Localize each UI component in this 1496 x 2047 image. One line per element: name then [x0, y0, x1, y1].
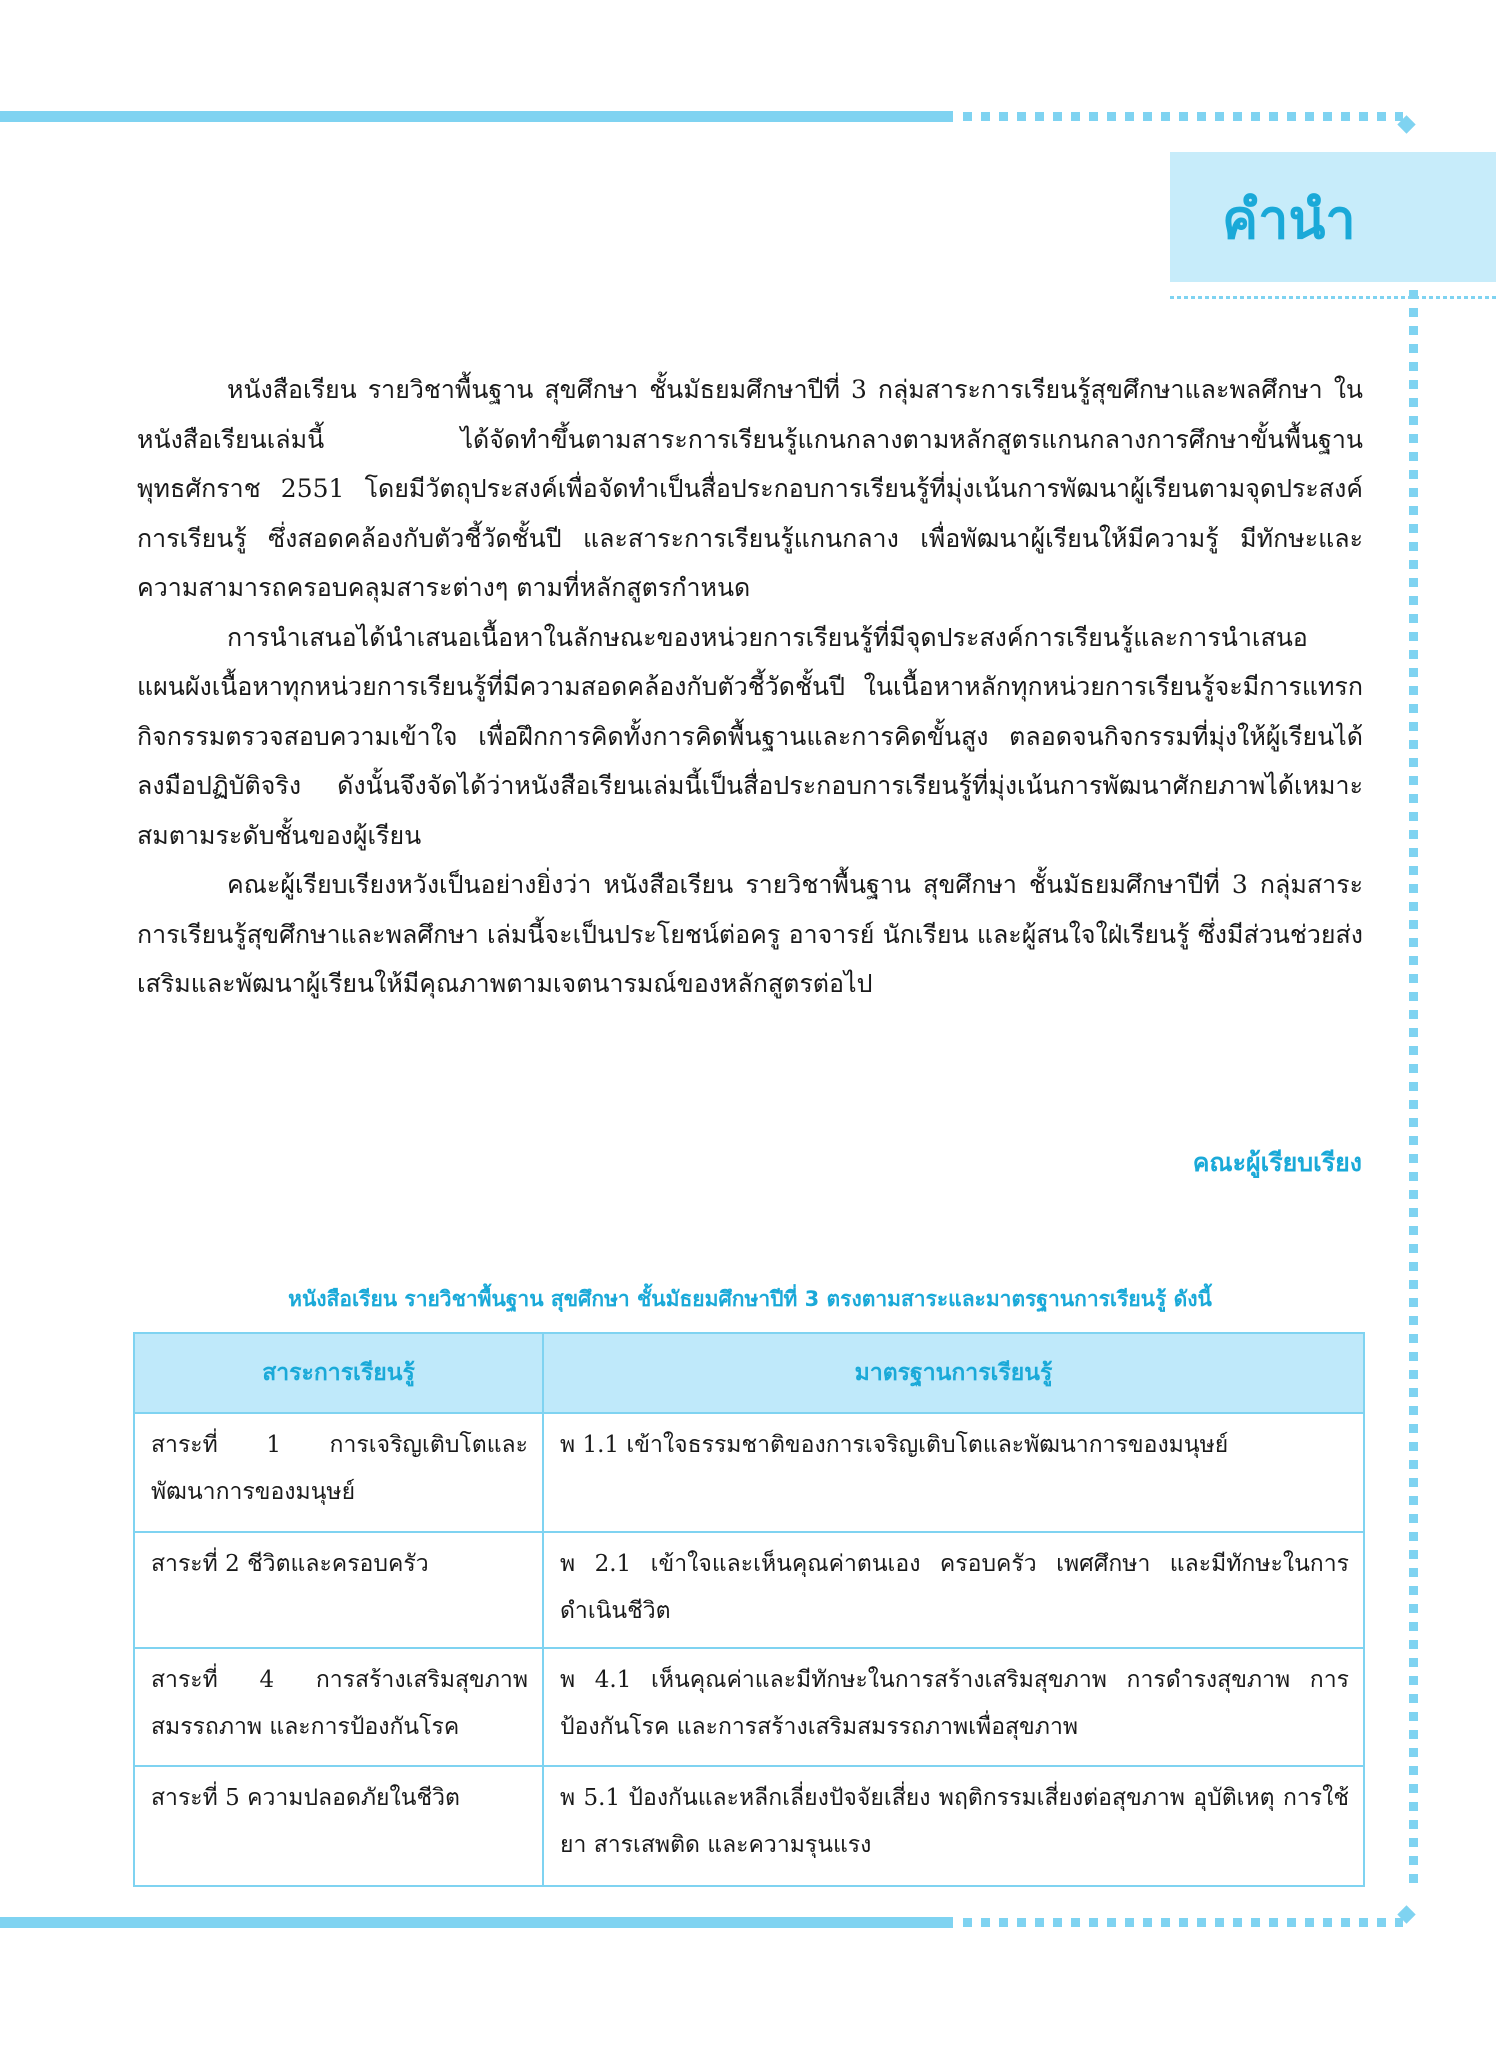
standard-cell: พ 4.1 เห็นคุณค่าและมีทักษะในการสร้างเสริมสุขภาพ การดำรงสุขภาพ การป้องกันโรค และการสร้างเสริมสมรรถภาพเพื่อสุขภาพ	[543, 1648, 1364, 1766]
bottom-frame-bar	[0, 1917, 953, 1928]
signature: คณะผู้เรียบเรียง	[1192, 1148, 1362, 1177]
strand-cell: สาระที่ 1 การเจริญเติบโตและพัฒนาการของมนุษย์	[134, 1413, 543, 1532]
header-strand: สาระการเรียนรู้	[134, 1333, 543, 1413]
bottom-frame-dots	[963, 1918, 1403, 1927]
strand-cell: สาระที่ 4 การสร้างเสริมสุขภาพ สมรรถภาพ และการป้องกันโรค	[134, 1648, 543, 1766]
standard-cell: พ 1.1 เข้าใจธรรมชาติของการเจริญเติบโตและพัฒนาการของมนุษย์	[543, 1413, 1364, 1532]
strand-cell: สาระที่ 5 ความปลอดภัยในชีวิต	[134, 1766, 543, 1886]
header-standard: มาตรฐานการเรียนรู้	[543, 1333, 1364, 1413]
title-underline-dots	[1170, 296, 1496, 299]
top-frame-bar	[0, 111, 953, 122]
standard-cell: พ 5.1 ป้องกันและหลีกเลี่ยงปัจจัยเสี่ยง พฤติกรรมเสี่ยงต่อสุขภาพ อุบัติเหตุ การใช้ยา สารเสพติด และความรุนแรง	[543, 1766, 1364, 1886]
strand-cell: สาระที่ 2 ชีวิตและครอบครัว	[134, 1532, 543, 1648]
preface-body	[137, 365, 1363, 1009]
top-frame-dots	[963, 112, 1403, 121]
table-row	[134, 1413, 1364, 1532]
page-title: คำนำ	[1222, 188, 1356, 251]
table-row	[134, 1532, 1364, 1648]
paragraph-2: การนำเสนอได้นำเสนอเนื้อหาในลักษณะของหน่วยการเรียนรู้ที่มีจุดประสงค์การเรียนรู้และการนำเสนอแผนผังเนื้อหาทุกหน่วยการเรียนรู้ที่มีความสอดคล้องกับตัวชี้วัดชั้นปี ในเนื้อหาหลักทุกหน่วยการเรียนรู้จะมีการแทรกกิจกรรมตรวจสอบความเข้าใจ เพื่อฝึกการคิดทั้งการคิดพื้นฐานและการคิดขั้นสูง ตลอดจนกิจกรรมที่มุ่งให้ผู้เรียนได้ลงมือปฏิบัติจริง ดังนั้นจึงจัดได้ว่าหนังสือเรียนเล่มนี้เป็นสื่อประกอบการเรียนรู้ที่มุ่งเน้นการพัฒนาศักยภาพได้เหมาะสมตามระดับชั้นของผู้เรียน	[137, 622, 1363, 850]
paragraph-3: คณะผู้เรียบเรียงหวังเป็นอย่างยิ่งว่า หนังสือเรียน รายวิชาพื้นฐาน สุขศึกษา ชั้นมัธยมศึกษาปีที่ 3 กลุ่มสาระการเรียนรู้สุขศึกษาและพลศึกษา เล่มนี้จะเป็นประโยชน์ต่อครู อาจารย์ นักเรียน และผู้สนใจใฝ่เรียนรู้ ซึ่งมีส่วนช่วยส่งเสริมและพัฒนาผู้เรียนให้มีคุณภาพตามเจตนารมณ์ของหลักสูตรต่อไป	[137, 870, 1363, 998]
table-row	[134, 1648, 1364, 1766]
paragraph-1: หนังสือเรียน รายวิชาพื้นฐาน สุขศึกษา ชั้นมัธยมศึกษาปีที่ 3 กลุ่มสาระการเรียนรู้สุขศึกษาและพลศึกษา ในหนังสือเรียนเล่มนี้ ได้จัดทำขึ้นตามสาระการเรียนรู้แกนกลางตามหลักสูตรแกนกลางการศึกษาขั้นพื้นฐาน พุทธศักราช 2551 โดยมีวัตถุประสงค์เพื่อจัดทำเป็นสื่อประกอบการเรียนรู้ที่มุ่งเน้นการพัฒนาผู้เรียนตามจุดประสงค์การเรียนรู้ ซึ่งสอดคล้องกับตัวชี้วัดชั้นปี และสาระการเรียนรู้แกนกลาง เพื่อพัฒนาผู้เรียนให้มีความรู้ มีทักษะและความสามารถครอบคลุมสาระต่างๆ ตามที่หลักสูตรกำหนด	[137, 375, 1363, 602]
table-row	[134, 1766, 1364, 1886]
standard-cell: พ 2.1 เข้าใจและเห็นคุณค่าตนเอง ครอบครัว เพศศึกษา และมีทักษะในการดำเนินชีวิต	[543, 1532, 1364, 1648]
standards-table	[133, 1332, 1365, 1887]
right-frame-dots	[1409, 290, 1418, 1890]
table-header-row	[134, 1333, 1364, 1413]
table-caption: หนังสือเรียน รายวิชาพื้นฐาน สุขศึกษา ชั้นมัธยมศึกษาปีที่ 3 ตรงตามสาระและมาตรฐานการเรียนรู้ ดังนี้	[288, 1287, 1212, 1311]
